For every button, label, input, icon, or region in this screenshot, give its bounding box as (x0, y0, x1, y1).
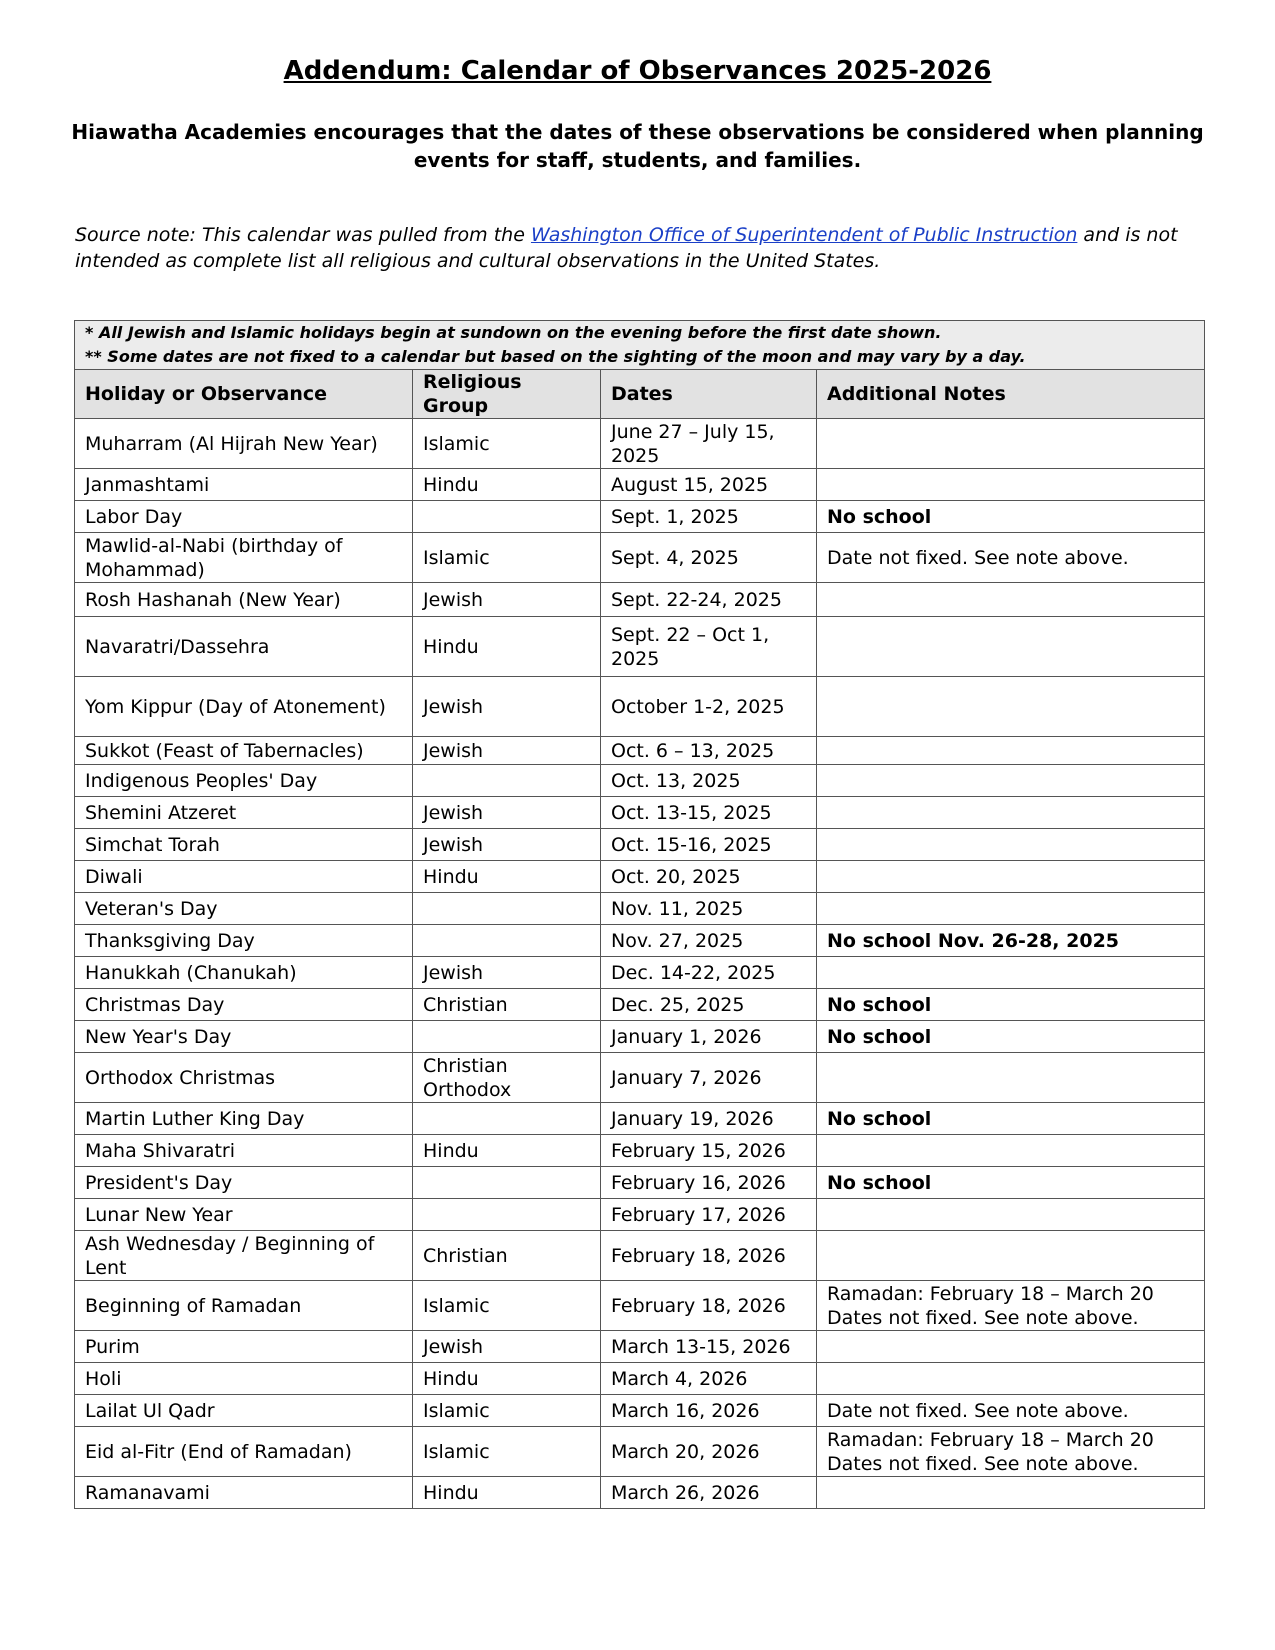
cell-dates: March 4, 2026 (601, 1363, 817, 1395)
cell-dates: Nov. 11, 2025 (601, 893, 817, 925)
cell-holiday: Ash Wednesday / Beginning of Lent (75, 1231, 413, 1281)
page-subtitle: Hiawatha Academies encourages that the dates of these observations be considered when planning events for staff, students, and families. (71, 120, 1204, 172)
cell-holiday: Muharram (Al Hijrah New Year) (75, 419, 413, 469)
cell-notes: No school (817, 1103, 1205, 1135)
table-row (75, 1103, 1205, 1135)
header-dates: Dates (601, 370, 817, 419)
cell-religious-group: Jewish (413, 797, 601, 829)
cell-religious-group: Islamic (413, 419, 601, 469)
cell-notes (817, 1363, 1205, 1395)
note-sundown: * All Jewish and Islamic holidays begin at sundown on the evening before the first date shown. (85, 323, 942, 342)
cell-religious-group: Islamic (413, 1427, 601, 1477)
cell-holiday: Martin Luther King Day (75, 1103, 413, 1135)
table-row (75, 1167, 1205, 1199)
cell-religious-group (413, 1103, 601, 1135)
page-title: Addendum: Calendar of Observances 2025-2026 (283, 56, 992, 86)
cell-religious-group: Hindu (413, 1477, 601, 1509)
cell-religious-group: Hindu (413, 1135, 601, 1167)
cell-notes (817, 1477, 1205, 1509)
header-holiday: Holiday or Observance (75, 370, 413, 419)
cell-holiday: Veteran's Day (75, 893, 413, 925)
cell-holiday: Hanukkah (Chanukah) (75, 957, 413, 989)
table-row (75, 1021, 1205, 1053)
cell-holiday: New Year's Day (75, 1021, 413, 1053)
cell-religious-group: Hindu (413, 861, 601, 893)
cell-notes (817, 469, 1205, 501)
cell-holiday: Mawlid-al-Nabi (birthday of Mohammad) (75, 533, 413, 583)
table-row (75, 797, 1205, 829)
cell-dates: February 18, 2026 (601, 1281, 817, 1331)
cell-holiday: Indigenous Peoples' Day (75, 765, 413, 797)
cell-notes: Ramadan: February 18 – March 20 Dates not fixed. See note above. (817, 1427, 1205, 1477)
cell-dates: March 16, 2026 (601, 1395, 817, 1427)
cell-holiday: Lailat Ul Qadr (75, 1395, 413, 1427)
cell-dates: August 15, 2025 (601, 469, 817, 501)
cell-religious-group (413, 893, 601, 925)
cell-holiday: Rosh Hashanah (New Year) (75, 583, 413, 617)
table-row (75, 1363, 1205, 1395)
cell-notes (817, 419, 1205, 469)
cell-dates: Nov. 27, 2025 (601, 925, 817, 957)
cell-notes (817, 617, 1205, 677)
cell-holiday: Beginning of Ramadan (75, 1281, 413, 1331)
cell-dates: Sept. 22-24, 2025 (601, 583, 817, 617)
cell-religious-group (413, 1199, 601, 1231)
cell-holiday: Eid al-Fitr (End of Ramadan) (75, 1427, 413, 1477)
cell-religious-group: Hindu (413, 469, 601, 501)
cell-notes (817, 737, 1205, 765)
cell-holiday: Diwali (75, 861, 413, 893)
note-moon-sighting: ** Some dates are not fixed to a calendar but based on the sighting of the moon and may vary by a day. (85, 347, 1026, 366)
cell-religious-group: Jewish (413, 583, 601, 617)
table-row (75, 1331, 1205, 1363)
cell-holiday: Purim (75, 1331, 413, 1363)
cell-holiday: Labor Day (75, 501, 413, 533)
table-row (75, 419, 1205, 469)
table-row (75, 469, 1205, 501)
table-row (75, 861, 1205, 893)
table-notes-row (75, 321, 1205, 370)
cell-religious-group: Christian (413, 1231, 601, 1281)
cell-notes (817, 1331, 1205, 1363)
cell-notes: Date not fixed. See note above. (817, 1395, 1205, 1427)
table-row (75, 617, 1205, 677)
table-row (75, 893, 1205, 925)
cell-religious-group: Islamic (413, 1281, 601, 1331)
source-note-tail: and is not intended as complete list all religious and cultural observations in the United States. (75, 224, 1178, 272)
cell-notes: No school (817, 1021, 1205, 1053)
source-note-lead: Source note: This calendar was pulled from the (75, 224, 531, 246)
cell-religious-group: Jewish (413, 957, 601, 989)
cell-dates: Dec. 14-22, 2025 (601, 957, 817, 989)
cell-religious-group: Jewish (413, 737, 601, 765)
cell-dates: February 18, 2026 (601, 1231, 817, 1281)
table-row (75, 1199, 1205, 1231)
cell-notes (817, 765, 1205, 797)
table-notes (75, 321, 1205, 370)
cell-dates: Oct. 6 – 13, 2025 (601, 737, 817, 765)
cell-holiday: President's Day (75, 1167, 413, 1199)
cell-dates: Dec. 25, 2025 (601, 989, 817, 1021)
cell-holiday: Simchat Torah (75, 829, 413, 861)
cell-holiday: Holi (75, 1363, 413, 1395)
table-row (75, 737, 1205, 765)
cell-religious-group: Jewish (413, 829, 601, 861)
cell-notes (817, 957, 1205, 989)
cell-religious-group (413, 501, 601, 533)
cell-notes: No school (817, 989, 1205, 1021)
cell-religious-group: Islamic (413, 533, 601, 583)
cell-notes (817, 861, 1205, 893)
cell-notes: No school (817, 501, 1205, 533)
cell-dates: February 17, 2026 (601, 1199, 817, 1231)
cell-notes: No school Nov. 26-28, 2025 (817, 925, 1205, 957)
cell-holiday: Navaratri/Dassehra (75, 617, 413, 677)
cell-notes (817, 893, 1205, 925)
cell-holiday: Yom Kippur (Day of Atonement) (75, 677, 413, 737)
table-row (75, 583, 1205, 617)
cell-dates: Oct. 13-15, 2025 (601, 797, 817, 829)
cell-holiday: Thanksgiving Day (75, 925, 413, 957)
cell-dates: Oct. 20, 2025 (601, 861, 817, 893)
cell-dates: March 20, 2026 (601, 1427, 817, 1477)
table-row (75, 1427, 1205, 1477)
cell-notes: Ramadan: February 18 – March 20 Dates not fixed. See note above. (817, 1281, 1205, 1331)
cell-religious-group (413, 1021, 601, 1053)
table-row (75, 1231, 1205, 1281)
table-row (75, 501, 1205, 533)
cell-holiday: Maha Shivaratri (75, 1135, 413, 1167)
cell-notes (817, 1135, 1205, 1167)
cell-notes (817, 1199, 1205, 1231)
cell-notes (817, 1053, 1205, 1103)
cell-dates: Oct. 13, 2025 (601, 765, 817, 797)
cell-dates: January 19, 2026 (601, 1103, 817, 1135)
table-row (75, 989, 1205, 1021)
cell-religious-group: Christian (413, 989, 601, 1021)
header-additional-notes: Additional Notes (817, 370, 1205, 419)
cell-dates: March 13-15, 2026 (601, 1331, 817, 1363)
table-row (75, 677, 1205, 737)
cell-religious-group: Christian Orthodox (413, 1053, 601, 1103)
cell-notes (817, 1231, 1205, 1281)
cell-dates: Sept. 22 – Oct 1, 2025 (601, 617, 817, 677)
cell-religious-group: Jewish (413, 677, 601, 737)
table-header-row (75, 370, 1205, 419)
cell-notes (817, 677, 1205, 737)
cell-holiday: Janmashtami (75, 469, 413, 501)
cell-dates: March 26, 2026 (601, 1477, 817, 1509)
cell-religious-group (413, 765, 601, 797)
table-row (75, 533, 1205, 583)
table-row (75, 925, 1205, 957)
cell-religious-group (413, 925, 601, 957)
cell-dates: Sept. 1, 2025 (601, 501, 817, 533)
cell-holiday: Ramanavami (75, 1477, 413, 1509)
cell-dates: Sept. 4, 2025 (601, 533, 817, 583)
cell-dates: February 16, 2026 (601, 1167, 817, 1199)
header-religious-group: Religious Group (413, 370, 601, 419)
table-row (75, 1477, 1205, 1509)
cell-holiday: Orthodox Christmas (75, 1053, 413, 1103)
cell-dates: October 1-2, 2025 (601, 677, 817, 737)
cell-dates: January 1, 2026 (601, 1021, 817, 1053)
table-row (75, 1135, 1205, 1167)
cell-religious-group (413, 1167, 601, 1199)
table-row (75, 1281, 1205, 1331)
cell-religious-group: Hindu (413, 1363, 601, 1395)
table-body (75, 419, 1205, 1509)
table-row (75, 1053, 1205, 1103)
table-row (75, 957, 1205, 989)
cell-dates: June 27 – July 15, 2025 (601, 419, 817, 469)
cell-notes: Date not fixed. See note above. (817, 533, 1205, 583)
cell-holiday: Lunar New Year (75, 1199, 413, 1231)
cell-notes (817, 583, 1205, 617)
cell-religious-group: Jewish (413, 1331, 601, 1363)
cell-religious-group: Islamic (413, 1395, 601, 1427)
cell-dates: Oct. 15-16, 2025 (601, 829, 817, 861)
cell-holiday: Shemini Atzeret (75, 797, 413, 829)
cell-dates: February 15, 2026 (601, 1135, 817, 1167)
cell-notes (817, 797, 1205, 829)
table-row (75, 765, 1205, 797)
cell-notes (817, 829, 1205, 861)
source-note (75, 222, 1205, 274)
table-row (75, 829, 1205, 861)
cell-notes: No school (817, 1167, 1205, 1199)
cell-holiday: Christmas Day (75, 989, 413, 1021)
cell-holiday: Sukkot (Feast of Tabernacles) (75, 737, 413, 765)
source-link[interactable]: Washington Office of Superintendent of Public Instruction (530, 224, 1078, 246)
cell-religious-group: Hindu (413, 617, 601, 677)
table-row (75, 1395, 1205, 1427)
cell-dates: January 7, 2026 (601, 1053, 817, 1103)
observances-table (74, 320, 1205, 1509)
